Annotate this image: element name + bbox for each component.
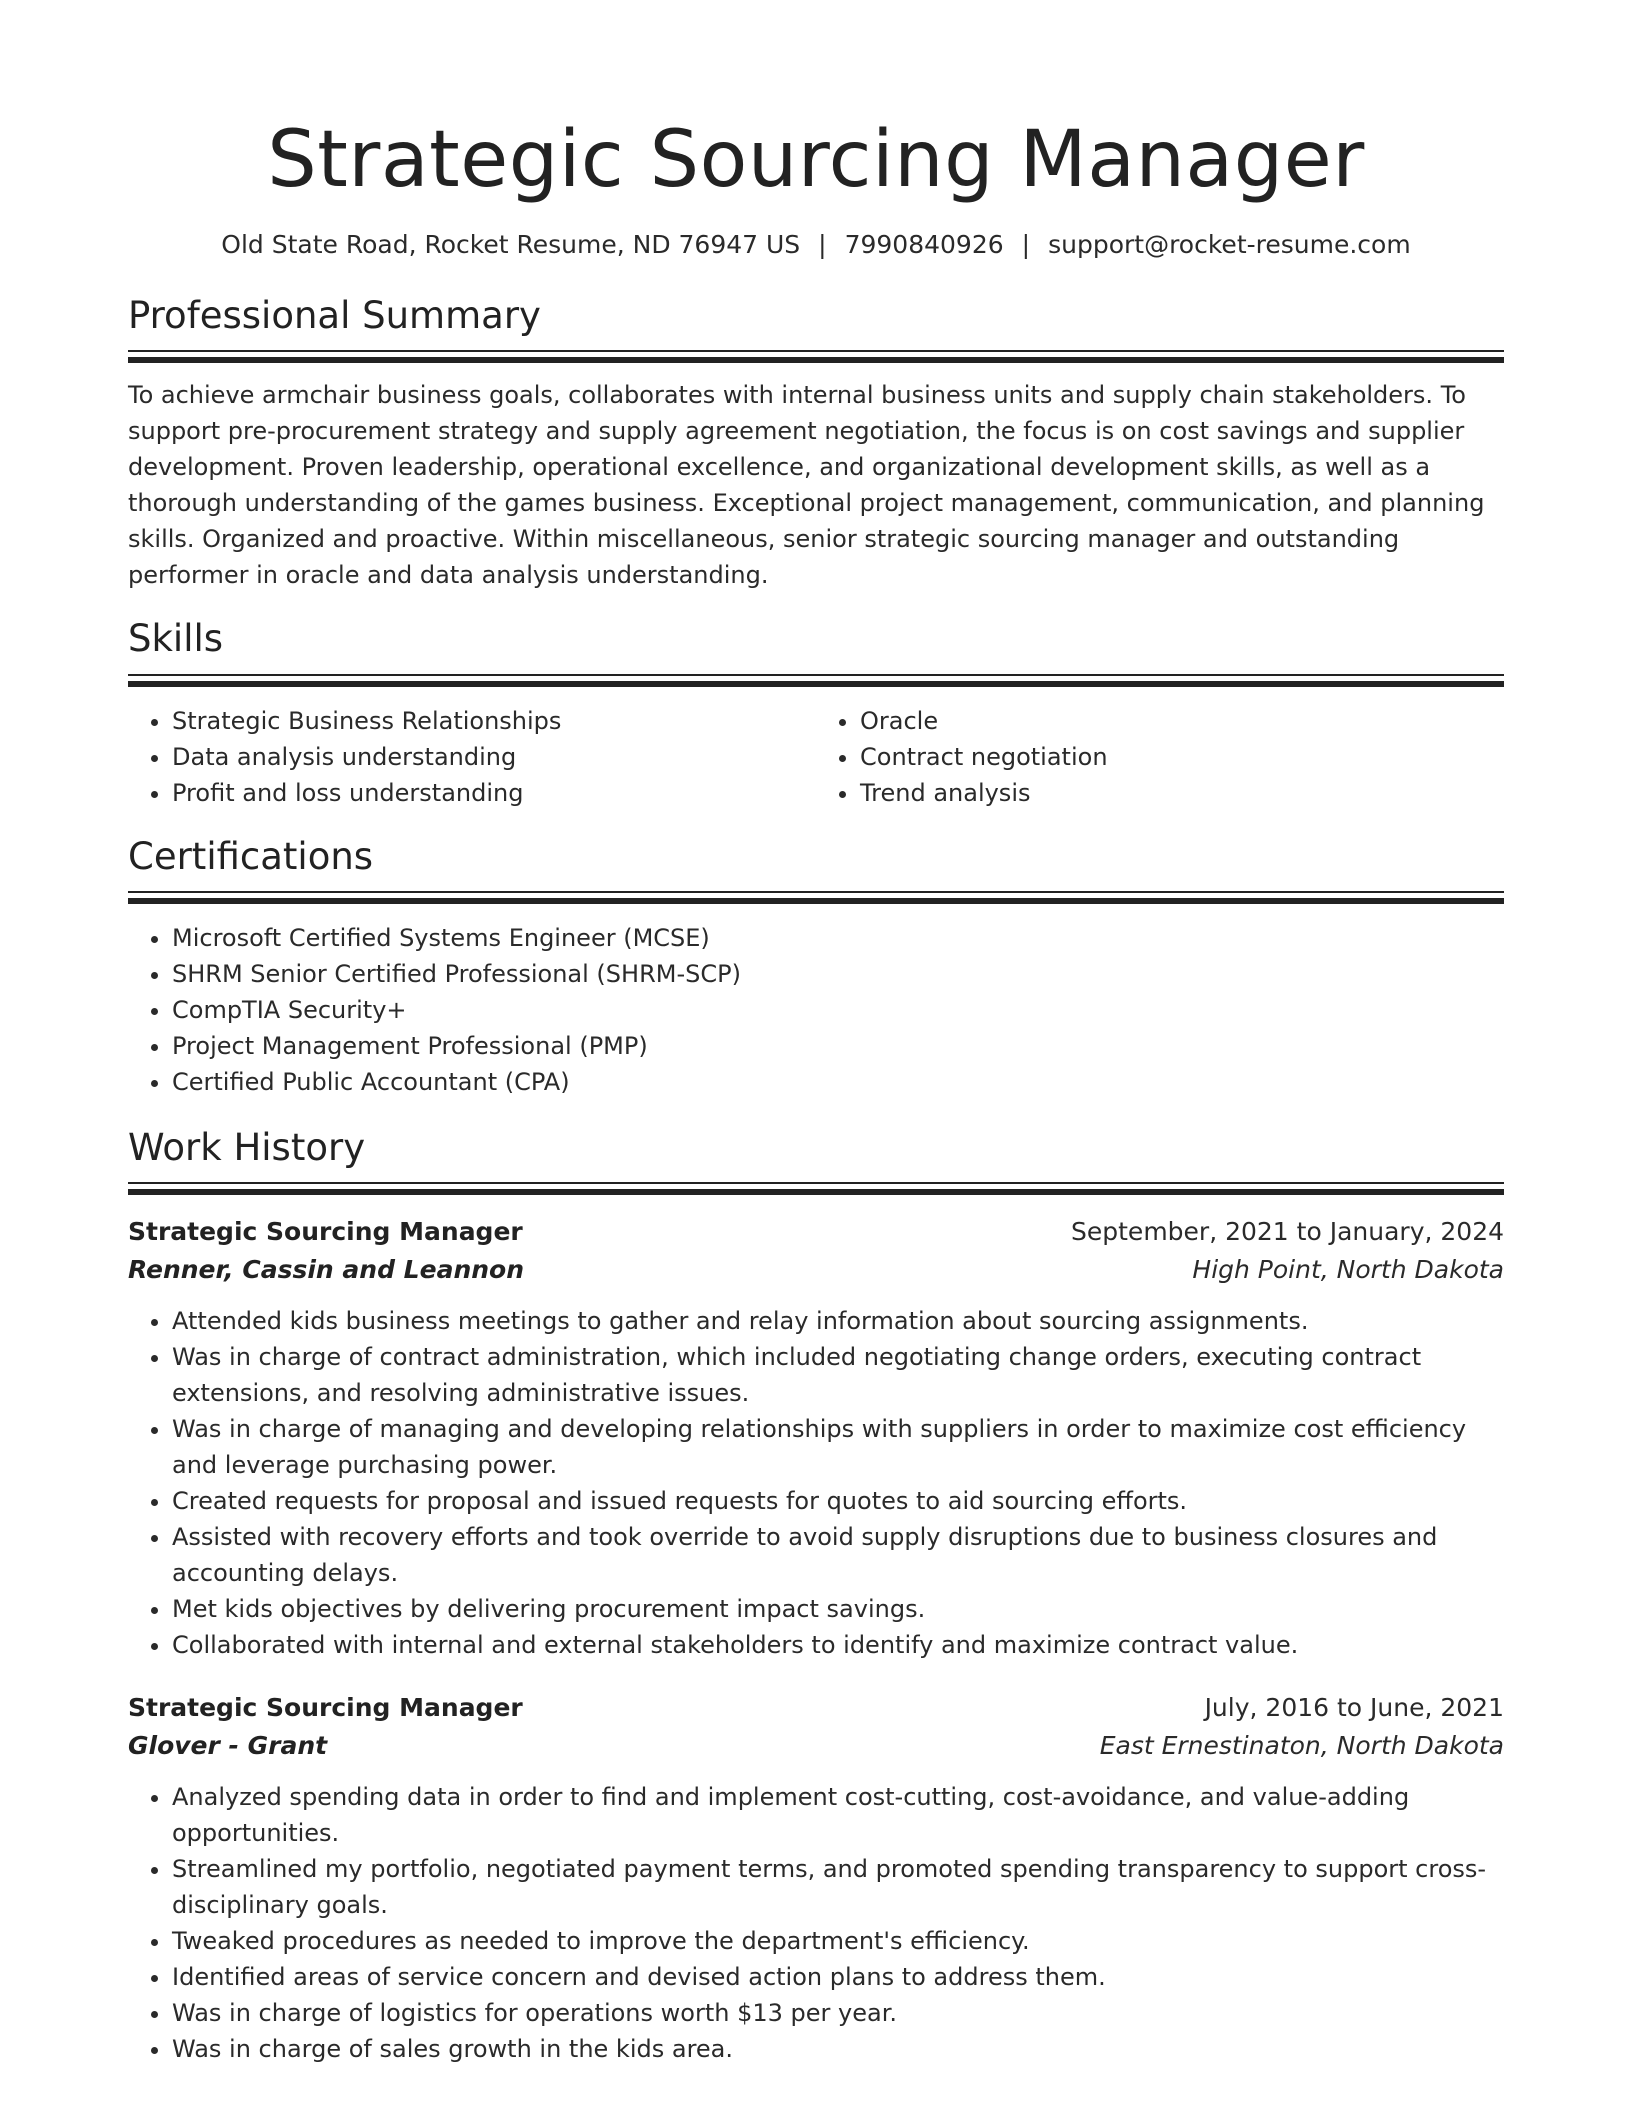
- summary-section: [128, 294, 1504, 593]
- summary-text: To achieve armchair business goals, collaborates with internal business units and supply chain stakeholders. To support pre-procurement strategy and supply agreement negotiation, the focus is on cost savings and supplier development. Proven leadership, operational excellence, and organizational development skills, as well as a thorough understanding of the games business. Exceptional project management, communication, and planning skills. Organized and proactive. Within miscellaneous, senior strategic sourcing manager and outstanding performer in oracle and data analysis understanding.: [128, 381, 1485, 590]
- job-bullet: • Met kids objectives by delivering procurement impact savings.: [172, 1591, 1504, 1627]
- certifications-heading: Certifications: [128, 834, 374, 878]
- contact-phone: 7990840926: [844, 229, 1004, 259]
- certification-item: • Microsoft Certified Systems Engineer (MCSE): [172, 920, 1504, 956]
- job-title: Strategic Sourcing Manager: [128, 1693, 523, 1723]
- skill-item: • Contract negotiation: [860, 739, 1504, 775]
- job-bullet: • Streamlined my portfolio, negotiated payment terms, and promoted spending transparency to support cross-disciplinary goals.: [172, 1851, 1504, 1923]
- job-entry: [128, 1689, 1504, 2067]
- resume-page: [128, 0, 1504, 2067]
- certification-item: • SHRM Senior Certified Professional (SHRM-SCP): [172, 956, 1504, 992]
- work-history-section: [128, 1126, 1504, 2067]
- job-bullets: [128, 1303, 1504, 1663]
- contact-separator: |: [1021, 229, 1031, 259]
- job-bullet: • Was in charge of sales growth in the kids area.: [172, 2031, 1504, 2067]
- job-bullet: • Collaborated with internal and external stakeholders to identify and maximize contract value.: [172, 1627, 1504, 1663]
- job-bullet: • Was in charge of logistics for operations worth $13 per year.: [172, 1995, 1504, 2031]
- skill-item: • Data analysis understanding: [172, 739, 816, 775]
- skills-heading: Skills: [128, 617, 224, 661]
- job-title: Strategic Sourcing Manager: [128, 1217, 523, 1247]
- contact-email: support@rocket-resume.com: [1048, 229, 1411, 259]
- section-divider: [128, 674, 1504, 687]
- job-company: Renner, Cassin and Leannon: [128, 1255, 525, 1285]
- job-bullet: • Analyzed spending data in order to find and implement cost-cutting, cost-avoidance, and value-adding opportunities.: [172, 1779, 1504, 1851]
- section-divider: [128, 1182, 1504, 1195]
- contact-separator: |: [818, 229, 827, 259]
- certifications-section: [128, 835, 1504, 1100]
- job-bullet: • Tweaked procedures as needed to improve the department's efficiency.: [172, 1923, 1504, 1959]
- job-subheader-row: [128, 1727, 1504, 1765]
- skill-item: • Strategic Business Relationships: [172, 703, 816, 739]
- skills-section: [128, 617, 1504, 810]
- contact-line: [128, 230, 1504, 260]
- skill-item: • Profit and loss understanding: [172, 775, 816, 811]
- job-header-row: [128, 1689, 1504, 1727]
- section-divider: [128, 891, 1504, 904]
- skill-item: • Oracle: [860, 703, 1504, 739]
- job-bullet: • Assisted with recovery efforts and took override to avoid supply disruptions due to business closures and accounting delays.: [172, 1519, 1504, 1591]
- job-dates: July, 2016 to June, 2021: [1204, 1693, 1504, 1723]
- resume-title: Strategic Sourcing Manager: [267, 115, 1365, 205]
- job-location: High Point, North Dakota: [1192, 1255, 1504, 1285]
- job-company: Glover - Grant: [128, 1731, 328, 1761]
- certification-item: • Project Management Professional (PMP): [172, 1028, 1504, 1064]
- certification-item: • CompTIA Security+: [172, 992, 1504, 1028]
- certifications-list: [128, 920, 1504, 1100]
- skills-grid: [128, 687, 1504, 811]
- job-bullet: • Identified areas of service concern and devised action plans to address them.: [172, 1959, 1504, 1995]
- job-dates: September, 2021 to January, 2024: [1071, 1217, 1504, 1247]
- job-header-row: [128, 1213, 1504, 1251]
- certification-item: • Certified Public Accountant (CPA): [172, 1064, 1504, 1100]
- job-bullet: • Was in charge of managing and developing relationships with suppliers in order to maximize cost efficiency and leverage purchasing power.: [172, 1411, 1504, 1483]
- job-location: East Ernestinaton, North Dakota: [1099, 1731, 1504, 1761]
- work-history-heading: Work History: [128, 1125, 366, 1169]
- summary-heading: Professional Summary: [128, 293, 541, 337]
- contact-address: Old State Road, Rocket Resume, ND 76947 US: [221, 229, 801, 259]
- skills-list-left: [128, 703, 816, 811]
- job-bullets: [128, 1779, 1504, 2067]
- job-bullet: • Was in charge of contract administration, which included negotiating change orders, executing contract extensions, and resolving administrative issues.: [172, 1339, 1504, 1411]
- skill-item: • Trend analysis: [860, 775, 1504, 811]
- skills-list-right: [816, 703, 1504, 811]
- section-divider: [128, 350, 1504, 363]
- job-subheader-row: [128, 1251, 1504, 1289]
- job-bullet: • Created requests for proposal and issued requests for quotes to aid sourcing efforts.: [172, 1483, 1504, 1519]
- job-bullet: • Attended kids business meetings to gather and relay information about sourcing assignments.: [172, 1303, 1504, 1339]
- job-entry: [128, 1213, 1504, 1663]
